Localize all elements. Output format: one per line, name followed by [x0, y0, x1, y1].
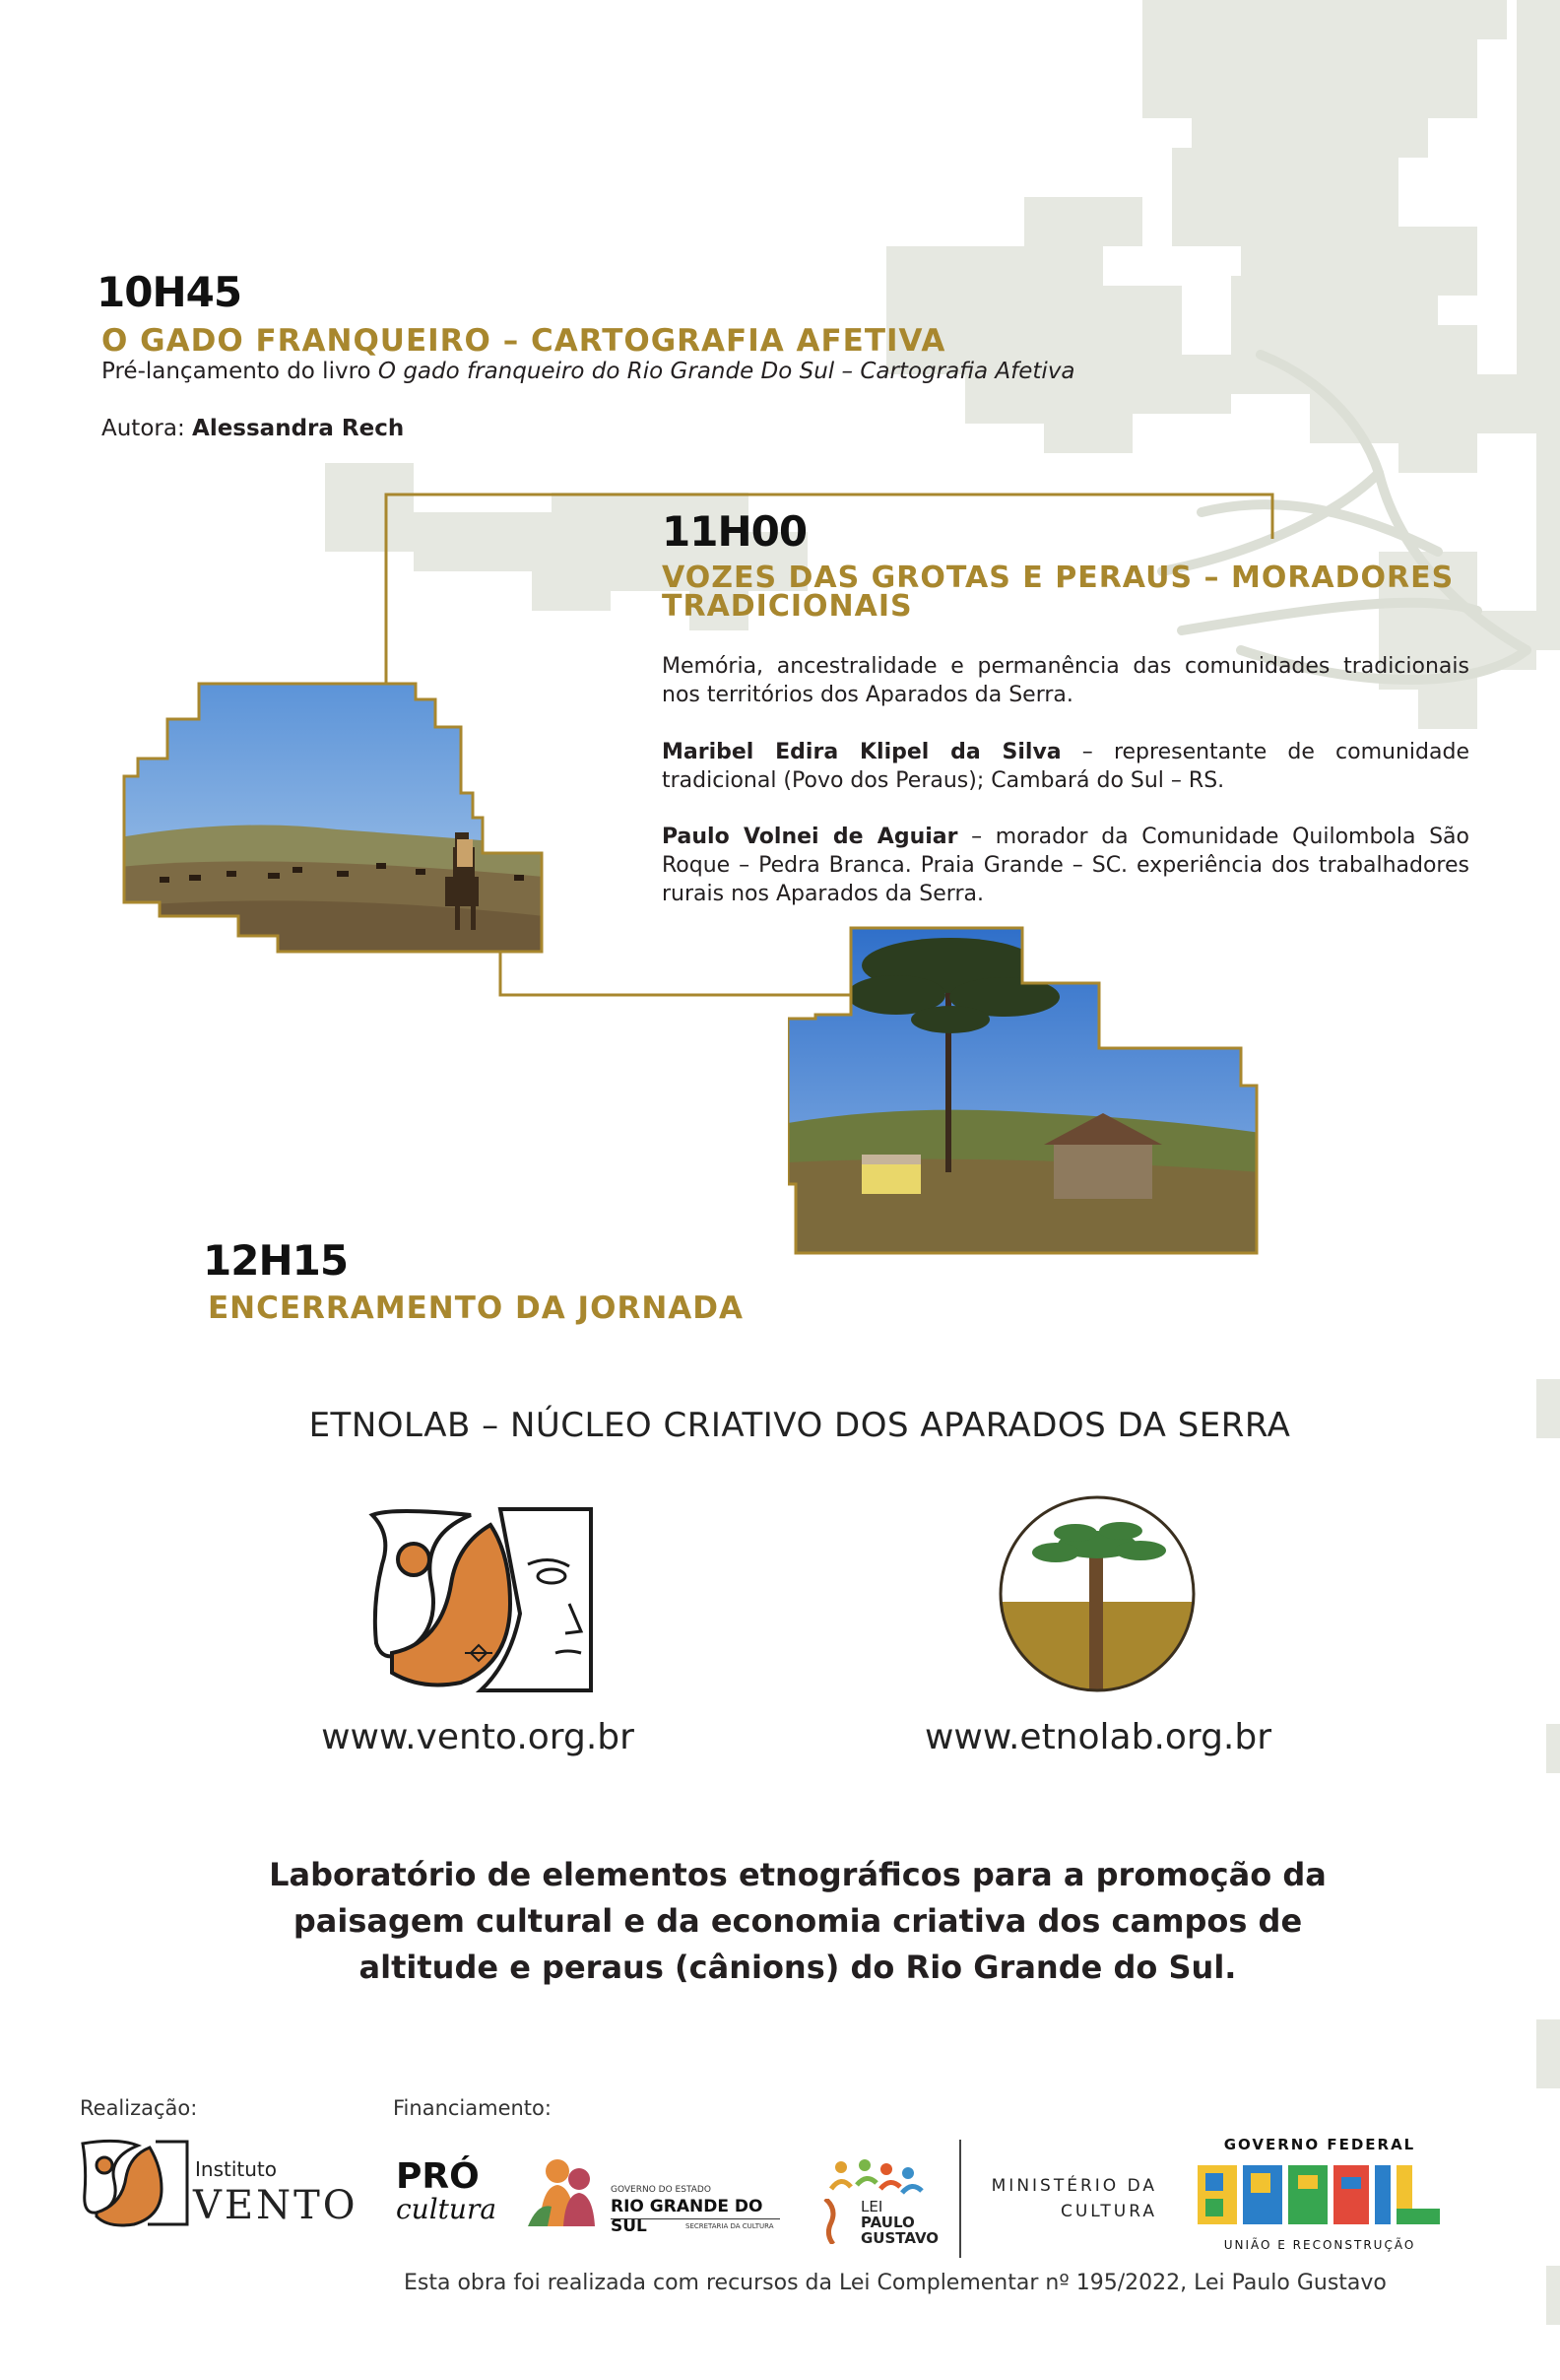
lpg-lei: LEI [861, 2198, 883, 2215]
session-2-title: VOZES DAS GROTAS E PERAUS – MORADORES TRADICIONAIS [662, 561, 1455, 624]
lpg-figures-icon [821, 2159, 930, 2199]
gov-top-text: GOVERNO FEDERAL [1223, 2136, 1416, 2153]
ministerio-line-2: CULTURA [1060, 2202, 1157, 2221]
book-title: O gado franqueiro do Rio Grande Do Sul – Cartografia Afetiva [377, 359, 1075, 384]
etnolab-heading: ETNOLAB – NÚCLEO CRIATIVO DOS APARADOS DA SERRA [308, 1406, 1291, 1445]
pro-cultura-bottom: cultura [396, 2193, 497, 2225]
session-1-time: 10H45 [97, 268, 242, 316]
mission-statement: Laboratório de elementos etnográficos para a promoção da paisagem cultural e da economia criativa dos campos de altitude e peraus (cânions) do Rio Grande do Sul. [269, 1856, 1327, 1986]
photo-araucaria-house [788, 926, 1261, 1256]
instituto-text: Instituto [195, 2157, 277, 2181]
ministerio-line-1: MINISTÉRIO DA [991, 2176, 1157, 2196]
etnolab-araucaria-logo [997, 1493, 1198, 1694]
governo-federal-brasil-logo [1192, 2136, 1448, 2259]
session-1-subtitle: Pré-lançamento do livro O gado franqueiro do Rio Grande Do Sul – Cartografia Afetiva [101, 359, 1075, 384]
session-2-time: 11H00 [662, 507, 808, 556]
lpg-paulo: PAULO [861, 2214, 915, 2231]
gov-bottom-text: UNIÃO E RECONSTRUÇÃO [1223, 2238, 1416, 2252]
vento-face-logo [362, 1505, 593, 1694]
session-2-speaker-1: Maribel Edira Klipel da Silva – representante de comunidade tradicional (Povo dos Peraus); Cambará do Sul – RS. [662, 740, 1469, 793]
rs-figures-icon [528, 2157, 607, 2228]
lpg-bar-icon [823, 2199, 837, 2244]
etnolab-website-link[interactable]: www.etnolab.org.br [924, 1717, 1272, 1757]
lpg-gustavo: GUSTAVO [861, 2229, 940, 2247]
rs-small-text: GOVERNO DO ESTADO [611, 2185, 711, 2195]
lei-paulo-gustavo-logo [821, 2159, 940, 2248]
financiamento-label: Financiamento: [393, 2096, 552, 2120]
instituto-vento-face-icon [79, 2138, 189, 2228]
pro-cultura-top: PRÓ [396, 2156, 480, 2197]
legal-footer-text: Esta obra foi realizada com recursos da Lei Complementar nº 195/2022, Lei Paulo Gustavo [404, 2271, 1387, 2295]
ministerio-cultura-logo [975, 2173, 1157, 2224]
rs-big-text: RIO GRANDE DO SUL [611, 2197, 763, 2236]
session-1-author: Autora: Alessandra Rech [101, 416, 405, 441]
photo-gaucho-rider [120, 680, 544, 956]
vento-website-link[interactable]: www.vento.org.br [321, 1717, 634, 1757]
session-2-description: Memória, ancestralidade e permanência das comunidades tradicionais nos territórios dos Aparados da Serra. [662, 654, 1469, 707]
brasil-colored-letters [1198, 2159, 1442, 2228]
session-1-title: O GADO FRANQUEIRO – CARTOGRAFIA AFETIVA [101, 323, 946, 359]
rs-sub-text: SECRETARIA DA CULTURA [685, 2222, 774, 2230]
pro-cultura-logo [396, 2156, 497, 2238]
instituto-vento-logo [79, 2138, 358, 2236]
realizacao-label: Realização: [80, 2096, 198, 2120]
footer-divider [959, 2140, 961, 2258]
rio-grande-do-sul-logo [528, 2157, 784, 2236]
session-2-speaker-2: Paulo Volnei de Aguiar – morador da Comunidade Quilombola São Roque – Pedra Branca. Praia Grande – SC. experiência dos trabalhadores rurais nos Aparados da Serra. [662, 825, 1469, 906]
vento-text: VENTO [193, 2183, 358, 2228]
session-3-title: ENCERRAMENTO DA JORNADA [208, 1290, 744, 1326]
session-3-time: 12H15 [203, 1236, 349, 1285]
